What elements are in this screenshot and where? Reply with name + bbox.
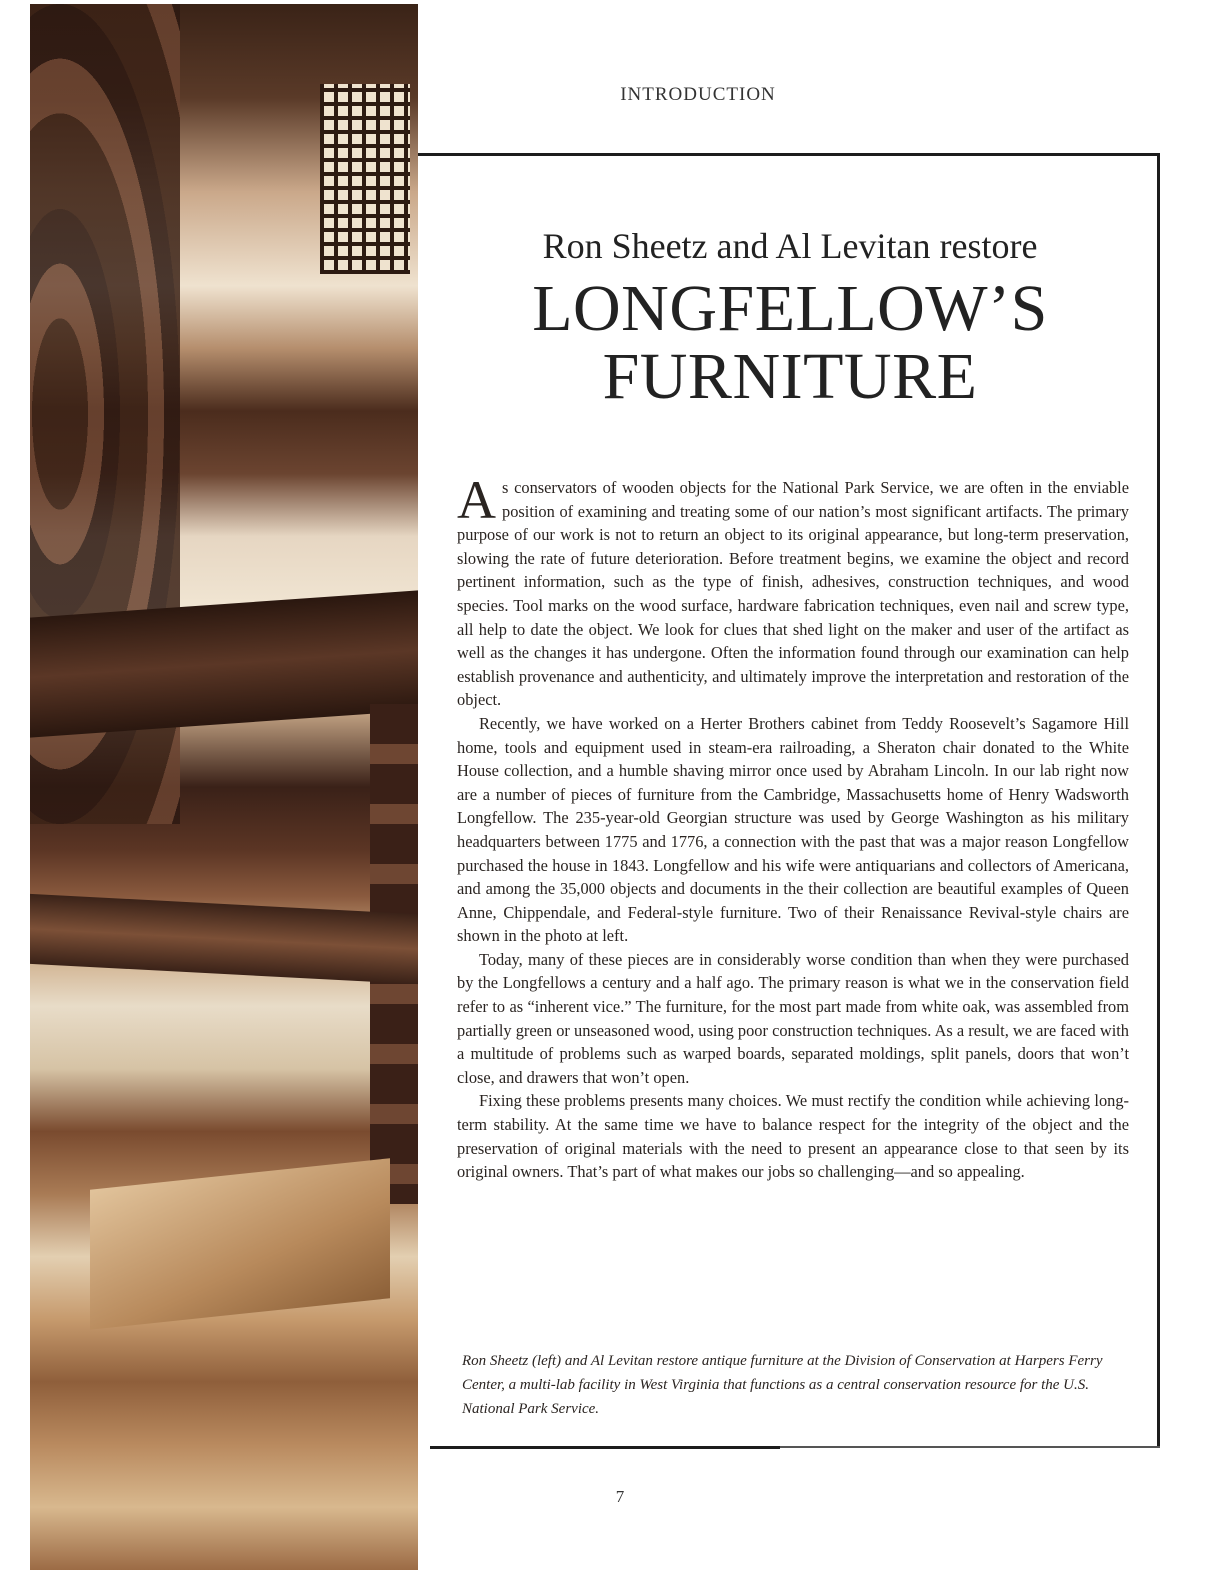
title-line-1: LONGFELLOW’S [532, 272, 1048, 345]
photo-chair-rail [30, 590, 418, 737]
conservators-photo [30, 4, 418, 1570]
frame-right-rule [1157, 153, 1160, 1448]
frame-bottom-accent-rule [430, 1446, 780, 1449]
drop-cap: A [457, 470, 496, 530]
paragraph-2: Recently, we have worked on a Herter Brothers cabinet from Teddy Roosevelt’s Sagamore Hill home, tools and equipment used in steam-era railroading, a Sheraton chair donated to the White House collection, and a humble shaving mirror once used by Abraham Lincoln. In our lab right now are a number of pieces of furniture from the Cambridge, Massachusetts home of Henry Wadsworth Longfellow. The 235-year-old Georgian structure was used by George Washington as his military headquarters between 1775 and 1776, a connection with the past that was a major reason Longfellow purchased the house in 1843. Longfellow and his wife were antiquarians and collectors of Americana, and among the 35,000 objects and documents in the their collection are beautiful examples of Queen Anne, Chippendale, and Federal-style furniture. Two of their Renaissance Revival-style chairs are shown in the photo at left. [457, 713, 1129, 946]
paragraph-3: Today, many of these pieces are in considerably worse condition than when they were purchased by the Longfellows a century and a half ago. The primary reason is what we in the conservation field refer to as “inherent vice.” The furniture, for the most part made from white oak, was assembled from partially green or unseasoned wood, using poor construction techniques. As a result, we are faced with a multitude of problems such as warped boards, separated moldings, split panels, doors that won’t close, and drawers that won’t open. [457, 949, 1129, 1087]
photo-lattice-window [320, 84, 410, 274]
paragraph-1-text: s conservators of wooden objects for the National Park Service, we are often in the enviable position of examining and treating some of our nation’s most significant artifacts. The primary purpose of our work is not to return an object to its original appearance, but long-term preservation, slowing the rate of future deterioration. Before treatment begins, we examine the object and record pertinent information, such as the type of finish, adhesives, construction techniques, and wood species. Tool marks on the wood surface, hardware fabrication techniques, even nail and screw type, all help to date the object. We look for clues that shed light on the maker and user of the artifact as well as the changes it has undergone. Often the information found through our examination can help establish provenance and authenticity, and ultimately improve the interpretation and restoration of the object. [457, 478, 1129, 710]
article-title [430, 272, 1150, 413]
photo-caption: Ron Sheetz (left) and Al Levitan restore antique furniture at the Division of Conservation at Harpers Ferry Center, a multi-lab facility in West Virginia that functions as a central conservation resource for the U.S. National Park Service. [462, 1353, 1103, 1417]
photo-chair-stretcher [30, 894, 418, 984]
paragraph-4: Fixing these problems presents many choices. We must rectify the condition while achieving long-term stability. At the same time we have to balance respect for the integrity of the object and the preservation of original materials with the need to present an appearance close to that seen by its original owners. That’s part of what makes our jobs so challenging—and so appealing. [457, 1091, 1129, 1182]
frame-top-rule [418, 153, 1160, 156]
title-line-2: FURNITURE [602, 340, 978, 413]
page-number: 7 [615, 1487, 625, 1506]
article-subtitle: Ron Sheetz and Al Levitan restore [542, 226, 1038, 266]
section-heading: INTRODUCTION [620, 84, 776, 105]
photo-workbench [90, 1158, 390, 1330]
article-body [457, 470, 1129, 1184]
paragraph-1 [457, 470, 1129, 712]
